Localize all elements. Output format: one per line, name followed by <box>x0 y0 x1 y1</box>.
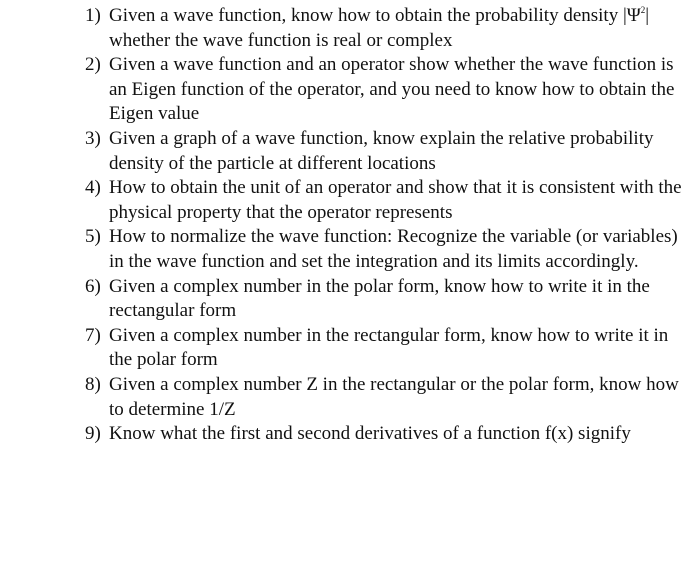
list-item-2 <box>85 53 685 127</box>
item-text: How to obtain the unit of an operator and show that it is consistent with the physical property that the operator represents <box>109 177 682 223</box>
item-text: Given a graph of a wave function, know explain the relative probability density of the particle at different locations <box>109 127 654 174</box>
list-item-7 <box>85 324 685 373</box>
list-item-4 <box>85 176 685 225</box>
item-text: Given a complex number Z in the rectangular or the polar form, know how to determine 1/Z <box>109 373 679 420</box>
list-item-3 <box>85 127 685 176</box>
list-item-5 <box>85 225 685 274</box>
item-text-before: Given a wave function, know how to obtain the probability density |Ψ <box>109 5 641 26</box>
item-text: Given a complex number in the polar form, know how to write it in the rectangular form <box>109 275 650 322</box>
study-guide-list <box>85 4 685 447</box>
list-item-8 <box>85 373 685 422</box>
item-number: 3) <box>85 127 101 149</box>
item-text: Given a wave function and an operator show whether the wave function is an Eigen function of the operator, and you need to know how to obtain the Eigen value <box>109 54 675 125</box>
item-text: Given a complex number in the rectangular form, know how to write it in the polar form <box>109 324 669 371</box>
item-text <box>109 4 685 53</box>
item-number: 6) <box>85 275 101 297</box>
item-text: Know what the first and second derivatives of a function f(x) signify <box>109 423 631 445</box>
item-number: 5) <box>85 226 101 248</box>
item-number: 1) <box>85 5 101 26</box>
item-number: 4) <box>85 177 101 199</box>
superscript-two: 2 <box>640 5 646 15</box>
item-number: 7) <box>85 324 101 346</box>
list-item-1 <box>85 4 685 53</box>
item-text-after: | whether the wave function is real or complex <box>109 5 650 51</box>
item-text: How to normalize the wave function: Recognize the variable (or variables) in the wave function and set the integration and its limits accordingly. <box>109 226 678 272</box>
list-item-6 <box>85 275 685 324</box>
item-number: 2) <box>85 54 101 76</box>
item-number: 9) <box>85 423 101 445</box>
item-number: 8) <box>85 373 101 395</box>
list-item-9 <box>85 422 685 447</box>
